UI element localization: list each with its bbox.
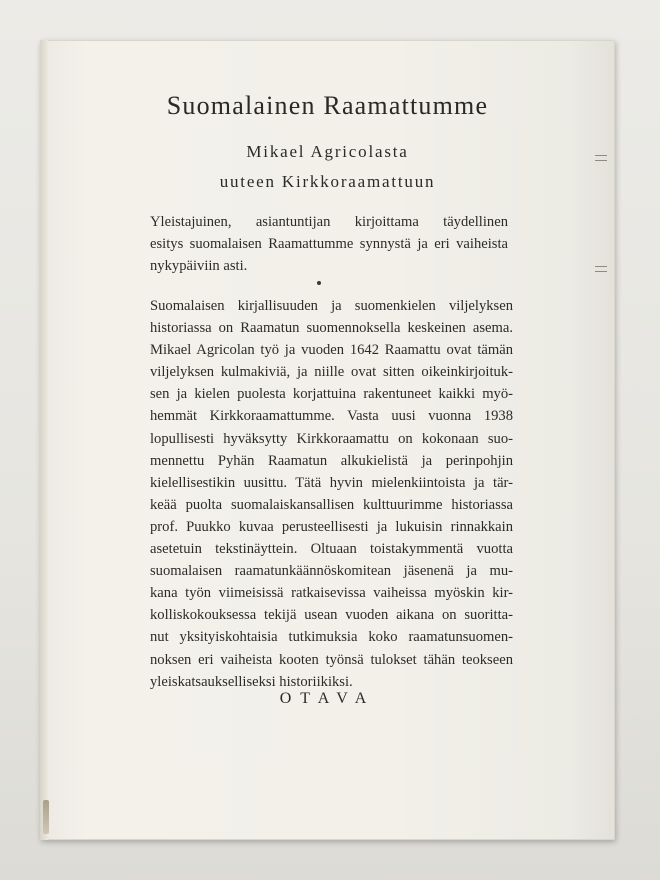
cover-wear-mark [43, 800, 49, 834]
description-paragraph [150, 295, 513, 693]
separator-dot [317, 281, 321, 285]
body-line: lopullisesti hyväksytty Kirkkoraamattu on kokonaan suo- [150, 430, 513, 447]
body-line: yleiskatsaukselliseksi historiikiksi. [150, 673, 353, 690]
body-line: nut yksityiskohtaisia tutkimuksia koko raamatunsuomen- [150, 629, 513, 646]
body-line: kielellisestikin uusittu. Tätä hyvin mielenkiintoista ja tär- [150, 474, 513, 491]
body-line: viljelyksen kulmakiviä, ja niille ovat sitten oikeinkirjoituk- [150, 364, 513, 381]
body-line: prof. Puukko kuvaa perusteellisesti ja lukuisin rinnakkain [150, 518, 513, 535]
subtitle-line-1: Mikael Agricolasta [246, 142, 409, 161]
subtitle-line-2: uuteen Kirkkoraamattuun [219, 172, 436, 191]
body-line: kolliskokouksessa tekijä usean vuoden aikana on suoritta- [150, 607, 513, 624]
body-line: Suomalaisen kirjallisuuden ja suomenkielen viljelyksen [150, 298, 513, 314]
publisher-name: OTAVA [279, 690, 376, 707]
body-line: hemmät Kirkkoraamattumme. Vasta uusi vuonna 1938 [150, 408, 513, 425]
intro-line: esitys suomalaisen Raamattumme synnystä ja eri vaiheista [150, 236, 508, 253]
body-line: kana työn viimeisissä ratkaisevissa vaiheissa myöskin kir- [150, 585, 513, 602]
body-line: asetetuin tekstinäyttein. Oltuaan toistakymmentä vuotta [150, 541, 513, 558]
intro-paragraph [150, 211, 508, 277]
body-line: keää puolta suomalaiskansallisen kulttuurimme historiassa [150, 496, 513, 513]
body-line: suomalaisen raamatunkäännöskomitean jäsenenä ja mu- [150, 563, 513, 580]
intro-line: Yleistajuinen, asiantuntijan kirjoittama täydellinen [150, 214, 508, 230]
body-line: mennettu Pyhän Raamatun alkukielistä ja perinpohjin [150, 452, 513, 469]
body-line: Mikael Agricolan työ ja vuoden 1642 Raamattu ovat tämän [150, 342, 513, 359]
body-line: noksen eri vaiheista kooten työnsä tulokset tähän teokseen [150, 651, 513, 668]
edge-tick-mark [595, 266, 607, 272]
body-line: sen ja kielen puolesta korjattuina rakentuneet kaikki myö- [150, 386, 513, 403]
body-line: historiassa on Raamatun suomennoksella keskeinen asema. [150, 320, 513, 337]
intro-line: nykypäiviin asti. [150, 258, 248, 275]
book-title: Suomalainen Raamattumme [166, 91, 489, 120]
